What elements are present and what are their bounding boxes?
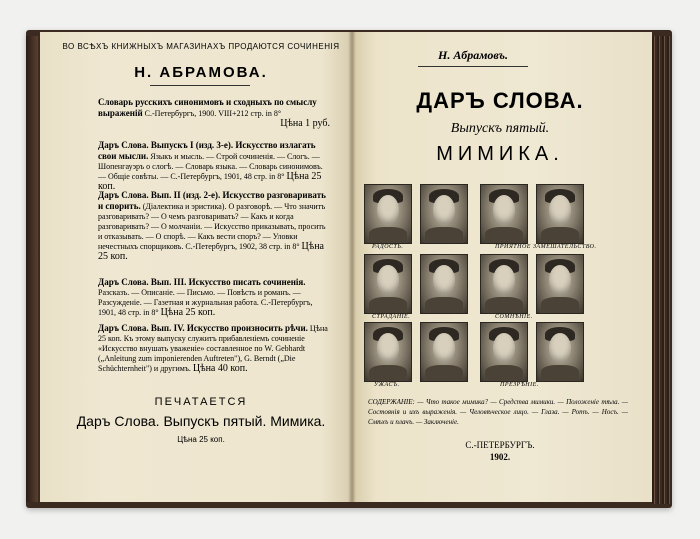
page-gutter <box>348 32 356 502</box>
table-of-contents: СОДЕРЖАНІЕ: — Что такое мимика? — Средства мимики. — Положеніе тѣла. — Состоянія и ихъ выраженія. — Человѣческое лицо. — Глаза. — Ротъ. — Носъ. — Смѣхъ и плачъ. — Заключеніе. <box>368 398 628 426</box>
face-photo <box>536 254 584 314</box>
entry-title: Словарь русскихъ синонимовъ и сходныхъ по смыслу выраженій <box>98 97 317 118</box>
entry-details: С.-Петербургъ, 1900. VIII+212 стр. in 8° <box>144 109 282 118</box>
photo-caption: УЖАСЪ. <box>374 382 400 388</box>
photo-caption: СОМНѢНІЕ. <box>495 314 533 320</box>
face-photo <box>536 322 584 382</box>
book-entry <box>98 190 330 262</box>
entry-price: Цѣна 25 коп. <box>160 307 216 318</box>
publication-city: С.-ПЕТЕРБУРГЪ. <box>465 440 535 450</box>
face-photo <box>364 184 412 244</box>
section-title: МИМИКА. <box>436 143 564 165</box>
book-title: ДАРЪ СЛОВА. <box>416 88 584 113</box>
face-photo <box>480 254 528 314</box>
publication-year: 1902. <box>489 452 511 462</box>
book-entry <box>98 323 330 374</box>
left-page-header: ВО ВСѢХЪ КНИЖНЫХЪ МАГАЗИНАХЪ ПРОДАЮТСЯ СОЧИНЕНІЯ <box>62 42 340 51</box>
entry-title: Даръ Слова. Выпускъ I (изд. 3-е). Искусство излагать свои мысли. <box>98 140 316 161</box>
entry-price: Цѣна 40 коп. <box>192 363 248 374</box>
entry-title: Даръ Слова. Вып. IV. Искусство произносить рѣчи. <box>98 323 308 333</box>
book-entry <box>98 277 330 318</box>
book-page-edges <box>652 36 670 504</box>
entry-title: Даръ Слова. Вып. II (изд. 2-е). Искусство разговаривать и спорить. <box>98 190 326 211</box>
photo-caption: СТРАДАНІЕ. <box>372 314 411 320</box>
entry-price: Цѣна 25 коп. <box>98 171 322 192</box>
photo-caption: РАДОСТЬ. <box>372 244 404 250</box>
book-subtitle: Выпускъ пятый. <box>450 121 550 136</box>
face-photo <box>420 322 468 382</box>
right-page-author: Н. Абрамовъ. <box>418 48 528 67</box>
entry-price: Цѣна 25 коп. <box>98 241 324 262</box>
face-photo <box>480 184 528 244</box>
face-photo <box>480 322 528 382</box>
book-entry <box>98 140 330 192</box>
press-label: ПЕЧАТАЕТСЯ <box>154 396 248 408</box>
entry-title: Даръ Слова. Вып. III. Искусство писать сочиненія. <box>98 277 306 287</box>
entry-details: Цѣна 25 коп. Къ этому выпуску служитъ прибавленіемъ сочиненіе «Искусство внушать уваженіе» составленное по W. Gebhardt („Anleitung zum imponierenden Auftreten"), G. Berndt („Die Schüchternheit") и другимъ. <box>98 324 328 373</box>
face-photo <box>420 254 468 314</box>
entry-details: Языкъ и мысль. — Строй сочиненія. — Слогъ. — Шопенгауэръ о слогѣ. — Словарь языка. — Словарь синонимовъ. — Общіе совѣты. — С.-Петербургъ, 1901, 48 стр. in 8° <box>98 152 323 181</box>
face-photo <box>364 322 412 382</box>
press-price: Цѣна 25 коп. <box>177 435 225 444</box>
book-entry <box>98 97 330 129</box>
entry-details: Разсказъ. — Описаніе. — Письмо. — Повѣсть и романъ. — Разсужденіе. — Газетная и журнальная работа. С.-Петербургъ, 1901, 48 стр. in 8° <box>98 288 313 317</box>
face-photo <box>420 184 468 244</box>
left-page-author: Н. АБРАМОВА. <box>134 64 268 81</box>
photo-caption: ПРЕЗРѢНІЕ. <box>500 382 539 388</box>
photo-caption: ПРИЯТНОЕ ЗАМЕШАТЕЛЬСТВО. <box>495 244 597 250</box>
entry-details: (Діалектика и эристика). О разговорѣ. — Что значитъ разговаривать? — О чемъ разговаривать? — Какъ и когда разговаривать? — О молчаніи. — Искусство приказывать, просить и отказывать. — О спорѣ. — Какъ вести споръ? — Уловки нечестныхъ спорщиковъ. С.-Петербургъ, 1902, 38 стр. in 8° <box>98 202 326 251</box>
face-photo <box>536 184 584 244</box>
entry-price: Цѣна 1 руб. <box>280 118 330 129</box>
press-title: Даръ Слова. Выпускъ пятый. Мимика. <box>76 413 326 429</box>
face-photo <box>364 254 412 314</box>
author-underline <box>150 85 250 86</box>
book-spine-edge <box>26 36 38 502</box>
